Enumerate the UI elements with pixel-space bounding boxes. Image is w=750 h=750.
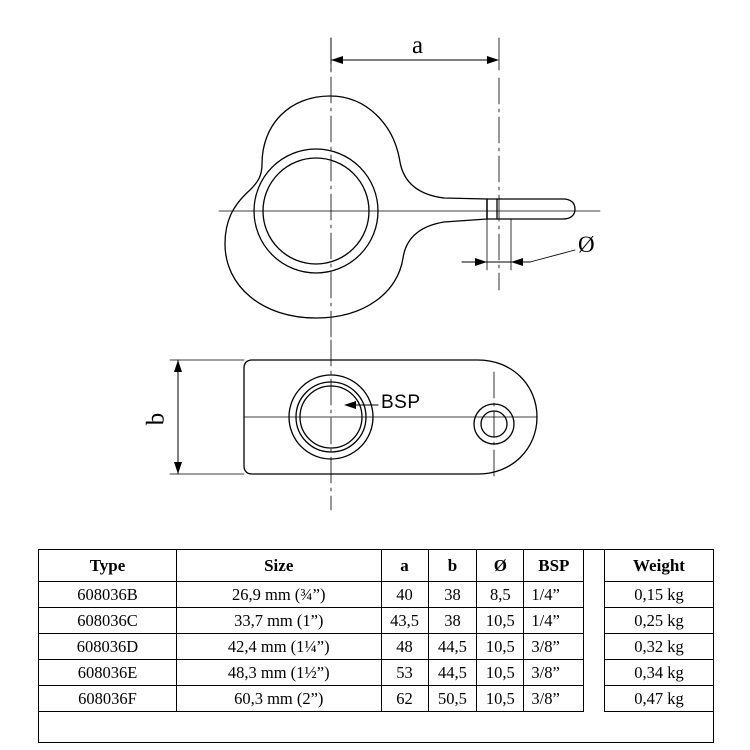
cell-diameter: 10,5 [477,608,524,634]
cell-type: 608036F [39,686,177,712]
bsp-thread-label: BSP [381,392,421,413]
cell-a: 48 [381,634,428,660]
cell-spacer [584,686,605,712]
cell-b: 38 [428,582,477,608]
table-row [39,608,714,634]
table-body [39,582,714,743]
cell-b: 44,5 [428,660,477,686]
cell-bsp: 3/8” [524,660,584,686]
cell-bsp: 3/8” [524,686,584,712]
table-row [39,686,714,712]
cell-size: 48,3 mm (1½”) [176,660,381,686]
cell-weight: 0,47 kg [604,686,713,712]
dimension-b [170,360,244,474]
header-a: a [381,550,428,582]
cell-weight: 0,32 kg [604,634,713,660]
cell-a: 62 [381,686,428,712]
table-row [39,660,714,686]
cell-spacer [584,608,605,634]
table-row [39,634,714,660]
cell-size: 33,7 mm (1”) [176,608,381,634]
top-view-outline [225,96,487,318]
table-filler-row [39,712,714,743]
cell-weight: 0,15 kg [604,582,713,608]
cell-a: 53 [381,660,428,686]
diameter-symbol-label: Ø [578,232,595,257]
cell-weight: 0,34 kg [604,660,713,686]
table-header-row [39,550,714,582]
cell-diameter: 10,5 [477,660,524,686]
table-row [39,582,714,608]
cell-type: 608036B [39,582,177,608]
cell-spacer [584,634,605,660]
pin-outline [487,199,575,219]
cell-size: 42,4 mm (1¼”) [176,634,381,660]
header-diameter: Ø [477,550,524,582]
cell-filler [39,712,714,743]
header-b: b [428,550,477,582]
cell-a: 40 [381,582,428,608]
dimension-diameter [462,219,575,270]
cell-bsp: 1/4” [524,582,584,608]
cell-type: 608036D [39,634,177,660]
cell-diameter: 8,5 [477,582,524,608]
top-view-body [225,96,487,318]
header-spacer [584,550,605,582]
header-bsp: BSP [524,550,584,582]
cell-b: 50,5 [428,686,477,712]
dimension-b-label: b [142,412,170,426]
cell-bsp: 1/4” [524,608,584,634]
cell-size: 60,3 mm (2”) [176,686,381,712]
cell-type: 608036E [39,660,177,686]
dimension-a-label: a [412,32,424,59]
cell-b: 44,5 [428,634,477,660]
cell-diameter: 10,5 [477,634,524,660]
cell-a: 43,5 [381,608,428,634]
cell-diameter: 10,5 [477,686,524,712]
top-view-pin [487,199,575,219]
cell-spacer [584,660,605,686]
cell-type: 608036C [39,608,177,634]
cell-size: 26,9 mm (¾”) [176,582,381,608]
cell-spacer [584,582,605,608]
cell-bsp: 3/8” [524,634,584,660]
header-size: Size [176,550,381,582]
cell-b: 38 [428,608,477,634]
header-weight: Weight [604,550,713,582]
cell-weight: 0,25 kg [604,608,713,634]
header-type: Type [39,550,177,582]
specification-table [38,549,714,743]
